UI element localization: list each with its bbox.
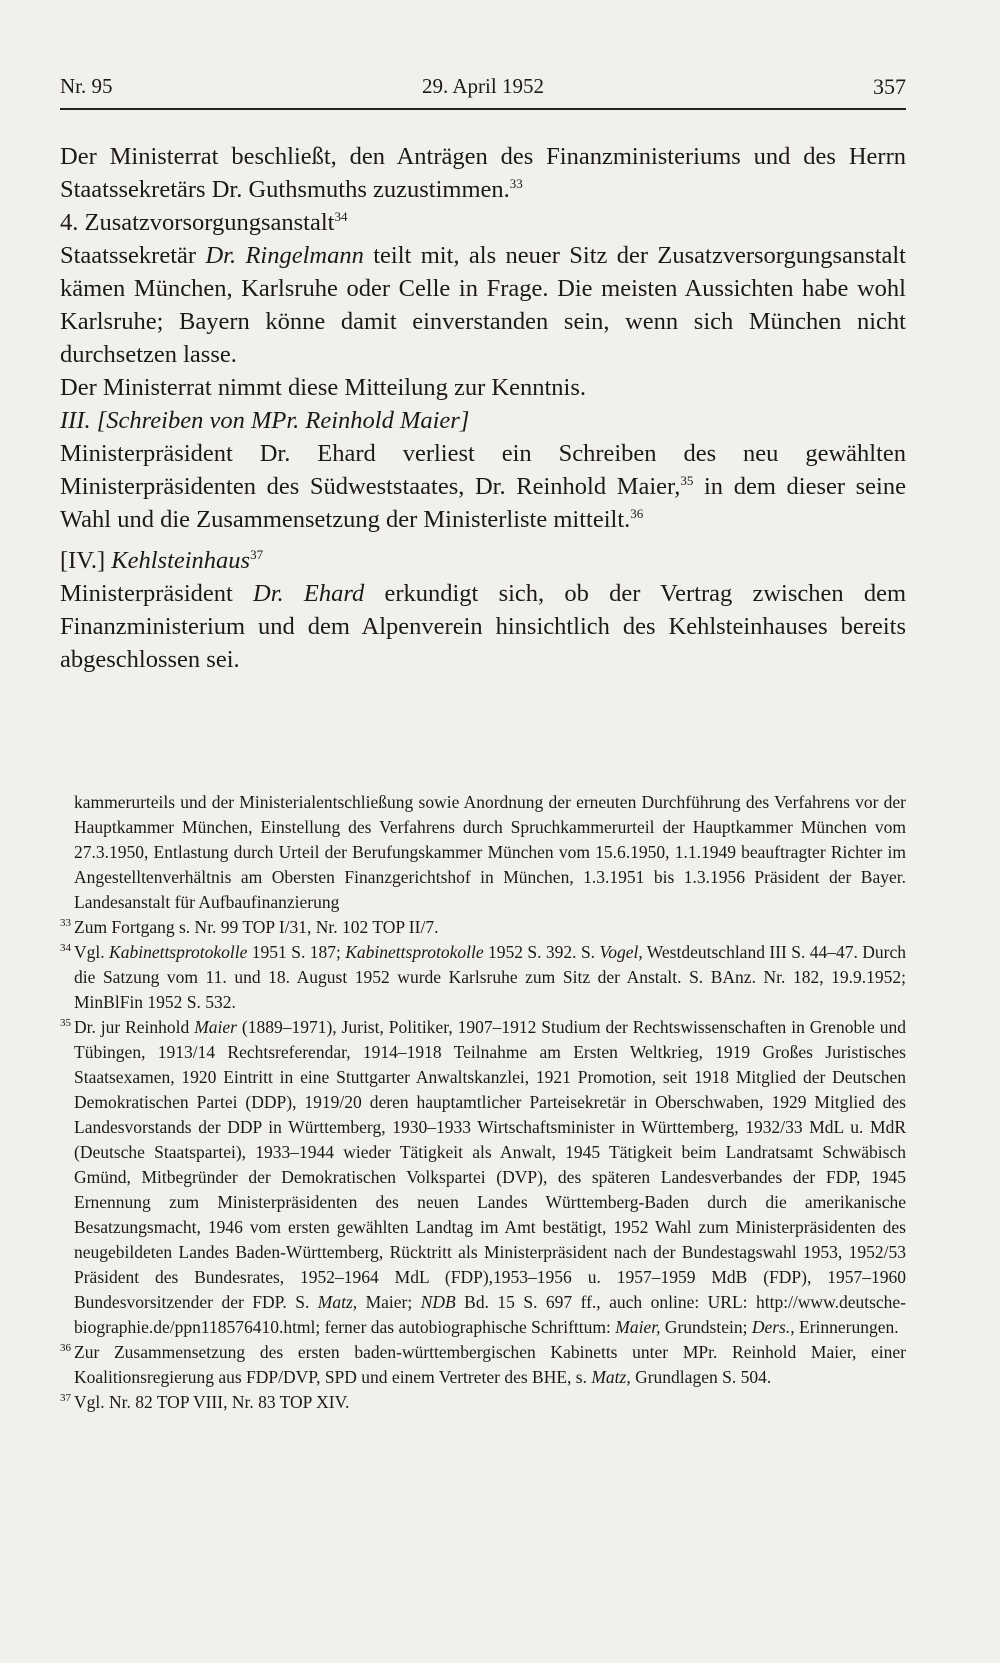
- footnote-ref-35[interactable]: 35: [680, 472, 694, 488]
- footnote-ref-37[interactable]: 37: [250, 546, 264, 562]
- person-ringelmann: Ringelmann: [245, 242, 364, 269]
- paragraph-resolution-2: Der Ministerrat nimmt diese Mitteilung zur Kenntnis.: [60, 374, 586, 401]
- footnote-ref-36[interactable]: 36: [630, 505, 644, 521]
- paragraph-kehlsteinhaus: Ministerpräsident Dr. Ehard erkundigt sich, ob der Vertrag zwischen dem Finanzministerium und dem Alpenverein hinsichtlich des Kehlsteinhauses bereits abgeschlossen sei.: [60, 580, 906, 673]
- footnote-36: 36 Zur Zusammensetzung des ersten baden-württembergischen Kabinetts unter MPr. Reinhold Maier, einer Koalitionsregierung aus FDP/DVP, SPD und einem Vertreter des BHE, s. Matz, Grundlagen S. 504.: [60, 1340, 906, 1390]
- footnote-ref-34b[interactable]: 34: [334, 208, 348, 224]
- document-number: Nr. 95: [60, 74, 113, 98]
- footnotes: [60, 790, 906, 1415]
- person-ehard: Ehard: [303, 580, 365, 607]
- footnote-ref-33[interactable]: 33: [509, 175, 523, 191]
- agenda-heading-IV: [IV.] Kehlsteinhaus$^{37}$: [60, 546, 264, 574]
- page-number: 357: [873, 74, 906, 99]
- footnote-37: 37 Vgl. Nr. 82 TOP VIII, Nr. 83 TOP XIV.: [60, 1390, 906, 1415]
- footnote-number-37: 37: [60, 1392, 71, 1404]
- footnote-number-33: 33: [60, 917, 71, 929]
- footnote-35: 35 Dr. jur Reinhold Maier (1889–1971), Jurist, Politiker, 1907–1912 Studium der Rechtswissenschaften in Grenoble und Tübingen, 1913/14 Rechtsreferendar, 1914–1918 Teilnahme am Ersten Weltkrieg, 1919 Großes Juristisches Staatsexamen, 1920 Eintritt in eine Stuttgarter Anwaltskanzlei, 1921 Promotion, seit 1918 Mitglied der Deutschen Demokratischen Partei (DDP), 1919/20 deren hauptamtlicher Parteisekretär in Oberschwaben, 1929 Mitglied des Landesvorstands der DDP in Württemberg, 1930–1933 Wirtschaftsminister in Württemberg, 1932/33 MdL u. MdR (Deutsche Staatspartei), 1933–1944 wieder Tätigkeit als Anwalt, 1945 Tätigkeit beim Landratsamt Schwäbisch Gmünd, Mitbegründer der Demokratischen Volkspartei (DVP), des späteren Landesverbandes der FDP, 1945 Ernennung zum Ministerpräsidenten des neuen Landes Württemberg-Baden durch die amerikanische Besatzungsmacht, 1946 vom ersten gewählten Landtag im Amt bestätigt, 1952 Wahl zum Ministerpräsidenten des neugebildeten Landes Baden-Württemberg, Rücktritt als Ministerpräsident nach der Bundestagswahl 1953, 1952/53 Präsident des Bundesrates, 1952–1964 MdL (FDP),1953–1956 u. 1957–1959 MdB (FDP), 1957–1960 Bundesvorsitzender der FDP. S. Matz, Maier; NDB Bd. 15 S. 697 ff., auch online: URL: http://www.deutsche-biographie.de/ppn118576410.html; ferner das autobiographische Schrifttum: Maier, Grundstein; Ders., Erinnerungen.: [60, 1015, 906, 1340]
- footnote-34: 34 Vgl. Kabinettsprotokolle 1951 S. 187; Kabinettsprotokolle 1952 S. 392. S. Vogel, Westdeutschland III S. 44–47. Durch die Satzung vom 11. und 18. August 1952 wurde Karlsruhe zum Sitz der Anstalt. S. BAnz. Nr. 182, 19.9.1952; MinBlFin 1952 S. 532.: [60, 940, 906, 1015]
- footnote-continuation: kammerurteils und der Ministerialentschließung sowie Anordnung der erneuten Durchführung des Verfahrens vor der Hauptkammer München, Einstellung des Verfahrens durch Spruchkammerurteil der Hauptkammer München vom 27.3.1950, Entlastung durch Urteil der Berufungskammer München vom 15.6.1950, 1.1.1949 beauftragter Richter im Angestelltenverhältnis am Obersten Finanzgerichtshof in München, 1.3.1951 bis 1.3.1956 Präsident der Bayer. Landesanstalt für Aufbaufinanzierung: [74, 792, 906, 912]
- footnote-33: 33 Zum Fortgang s. Nr. 99 TOP I/31, Nr. 102 TOP II/7.: [60, 915, 906, 940]
- footnote-number-36: 36: [60, 1342, 71, 1354]
- footnote-number-34: 34: [60, 942, 71, 954]
- main-text: [60, 140, 906, 676]
- footnote-number-35: 35: [60, 1017, 71, 1029]
- agenda-heading-III: III. [Schreiben von MPr. Reinhold Maier]: [60, 407, 470, 434]
- header-date: 29. April 1952: [422, 74, 544, 98]
- paragraph-ringelmann: Staatssekretär Dr. Ringelmann teilt mit, als neuer Sitz der Zusatzversorgungsanstalt kämen München, Karlsruhe oder Celle in Frage. Die meisten Aussichten habe wohl Karlsruhe; Bayern könne damit einverstanden sein, wenn sich München nicht durchsetzen lasse.: [60, 242, 906, 368]
- paragraph-ehard-letter: Ministerpräsident Dr. Ehard verliest ein Schreiben des neu gewählten Ministerpräsidenten des Südweststaates, Dr. Reinhold Maier,$^{35}$ in dem dieser seine Wahl und die Zusammensetzung der Ministerliste mitteilt.$^{36}$: [60, 440, 906, 533]
- paragraph-resolution-1: Der Ministerrat beschließt, den Anträgen des Finanzministeriums und des Herrn Staatssekretärs Dr. Guthsmuths zuzustimmen.$^{33}$: [60, 143, 906, 203]
- agenda-heading-4: 4. Zusatzvorsorgungsanstalt$^{34}$: [60, 208, 348, 236]
- header-rule: [60, 108, 906, 110]
- running-header: [60, 74, 906, 106]
